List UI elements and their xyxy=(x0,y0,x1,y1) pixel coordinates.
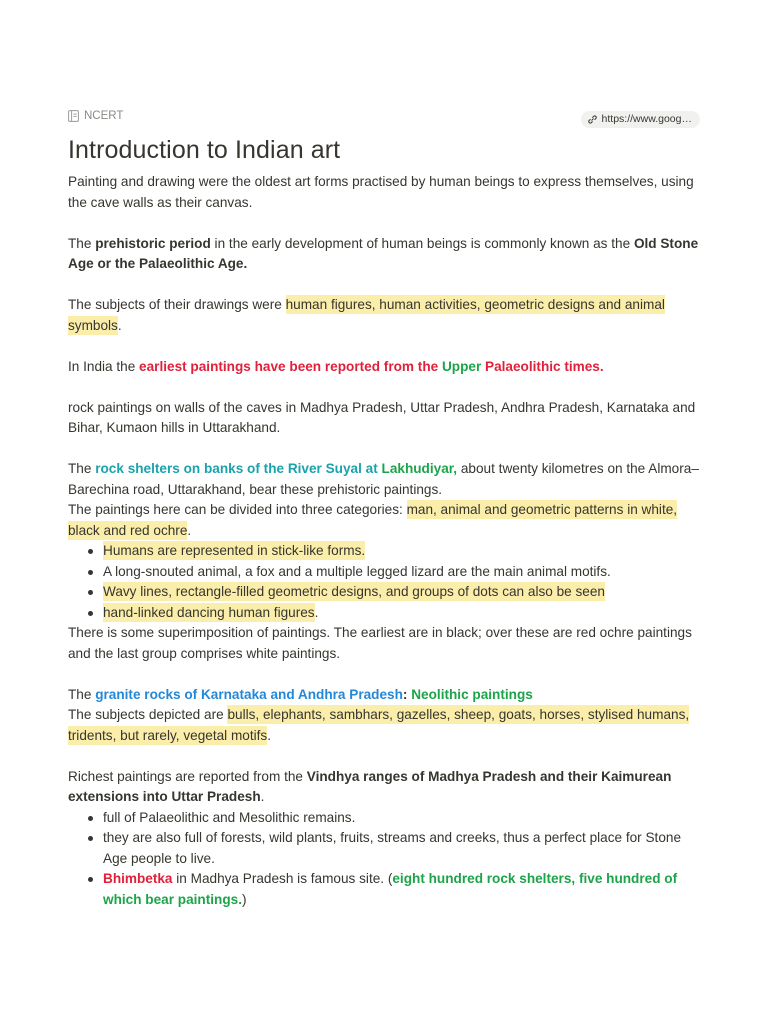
richest-paragraph xyxy=(68,767,702,808)
green-run: Neolithic paintings xyxy=(411,686,533,702)
text-run: . xyxy=(117,317,122,333)
list-item xyxy=(68,541,702,562)
intro-paragraph: Painting and drawing were the oldest art forms practised by human beings to express themselves, using the cave walls as their canvas. xyxy=(68,174,694,210)
source-tag-label: NCERT xyxy=(84,110,124,122)
rock-paintings-paragraph: rock paintings on walls of the caves in Madhya Pradesh, Uttar Pradesh, Andhra Pradesh, Karnataka and Bihar, Kumaon hills in Uttarakhand. xyxy=(68,399,696,435)
bold-run: Vindhya ranges of Madhya Pradesh and their Kaimurean extensions into Uttar Pradesh xyxy=(68,768,672,804)
highlight-run: man, animal and geometric patterns in white, black and red ochre xyxy=(68,502,678,538)
source-tag[interactable] xyxy=(68,108,123,124)
text-run: Richest paintings are reported from the xyxy=(68,768,307,784)
page-title: Introduction to Indian art xyxy=(68,136,341,164)
text-run: in Madhya Pradesh is famous site. ( xyxy=(172,871,393,886)
text-run: The xyxy=(68,461,96,476)
text-run: . xyxy=(260,789,265,804)
page-icon xyxy=(68,110,79,122)
highlight-run: Humans are represented in stick-like forms. xyxy=(103,543,366,558)
highlight-run: bulls, elephants, sambhars, gazelles, sheep, goats, horses, stylised humans, tridents, but rarely, vegetal motifs xyxy=(68,707,690,743)
source-link-label: https://www.goog… xyxy=(601,113,692,125)
prehistoric-paragraph xyxy=(68,234,702,275)
list-item xyxy=(68,869,702,910)
document-page xyxy=(68,108,702,910)
subjects-paragraph xyxy=(68,295,702,336)
text-run: The xyxy=(68,686,96,702)
categories-paragraph xyxy=(68,500,702,541)
list-item xyxy=(68,582,702,603)
green-run: eight hundred rock shelters, five hundred of which bear paintings. xyxy=(103,871,678,907)
text-run: about twenty kilometres on the Almora–Barechina road, Uttarakhand, bear these prehistoric paintings. xyxy=(68,461,699,497)
text-run: The subjects of their drawings were xyxy=(68,297,286,312)
text-run: . xyxy=(267,727,271,743)
shelters-paragraph xyxy=(68,459,702,500)
red-run: earliest paintings have been reported from the xyxy=(139,358,442,374)
text-run: In India the xyxy=(68,358,140,374)
green-run: Upper xyxy=(441,358,486,374)
bold-run: Old Stone Age or the Palaeolithic Age. xyxy=(68,235,699,271)
text-run: : xyxy=(402,686,412,702)
text-run: . xyxy=(187,522,192,538)
list-item xyxy=(68,562,702,583)
meta-row xyxy=(68,108,702,128)
red-run: Palaeolithic times. xyxy=(485,358,604,374)
list-item: they are also full of forests, wild plants, fruits, streams and creeks, thus a perfect place for Stone Age people to live. xyxy=(68,828,702,869)
text-run: in the early development of human beings is commonly known as the xyxy=(210,235,634,251)
bold-run: prehistoric period xyxy=(95,235,211,251)
lakhudiyar-list xyxy=(68,541,702,623)
red-run: Bhimbetka xyxy=(103,871,173,886)
earliest-paragraph xyxy=(68,357,702,378)
list-item xyxy=(68,603,702,624)
green-run: Lakhudiyar, xyxy=(381,461,458,476)
highlight-run: Wavy lines, rectangle-filled geometric designs, and groups of dots can also be seen xyxy=(103,584,605,599)
text-run: The xyxy=(68,235,96,251)
link-icon xyxy=(588,115,597,124)
text-run: A long-snouted animal, a fox and a multiple legged lizard are the main animal motifs. xyxy=(103,563,611,579)
text-run: . xyxy=(314,604,319,620)
text-run: The paintings here can be divided into three categories: xyxy=(68,502,407,517)
list-item: full of Palaeolithic and Mesolithic remains. xyxy=(68,808,702,829)
source-link[interactable] xyxy=(581,111,700,128)
granite-paragraph xyxy=(68,685,702,706)
highlight-run: human figures, human activities, geometric designs and animal symbols xyxy=(68,297,665,333)
vindhya-list xyxy=(68,808,702,911)
teal-run: rock shelters on banks of the River Suyal at xyxy=(95,461,382,476)
blue-run: granite rocks of Karnataka and Andhra Pradesh xyxy=(95,686,403,702)
text-run: The subjects depicted are xyxy=(68,707,228,722)
highlight-run: hand-linked dancing human figures xyxy=(103,604,315,620)
superimposition-paragraph: There is some superimposition of paintings. The earliest are in black; over these are red ochre paintings and the last group comprises white paintings. xyxy=(68,625,692,661)
depicted-paragraph xyxy=(68,705,702,746)
text-run: ) xyxy=(241,891,247,907)
